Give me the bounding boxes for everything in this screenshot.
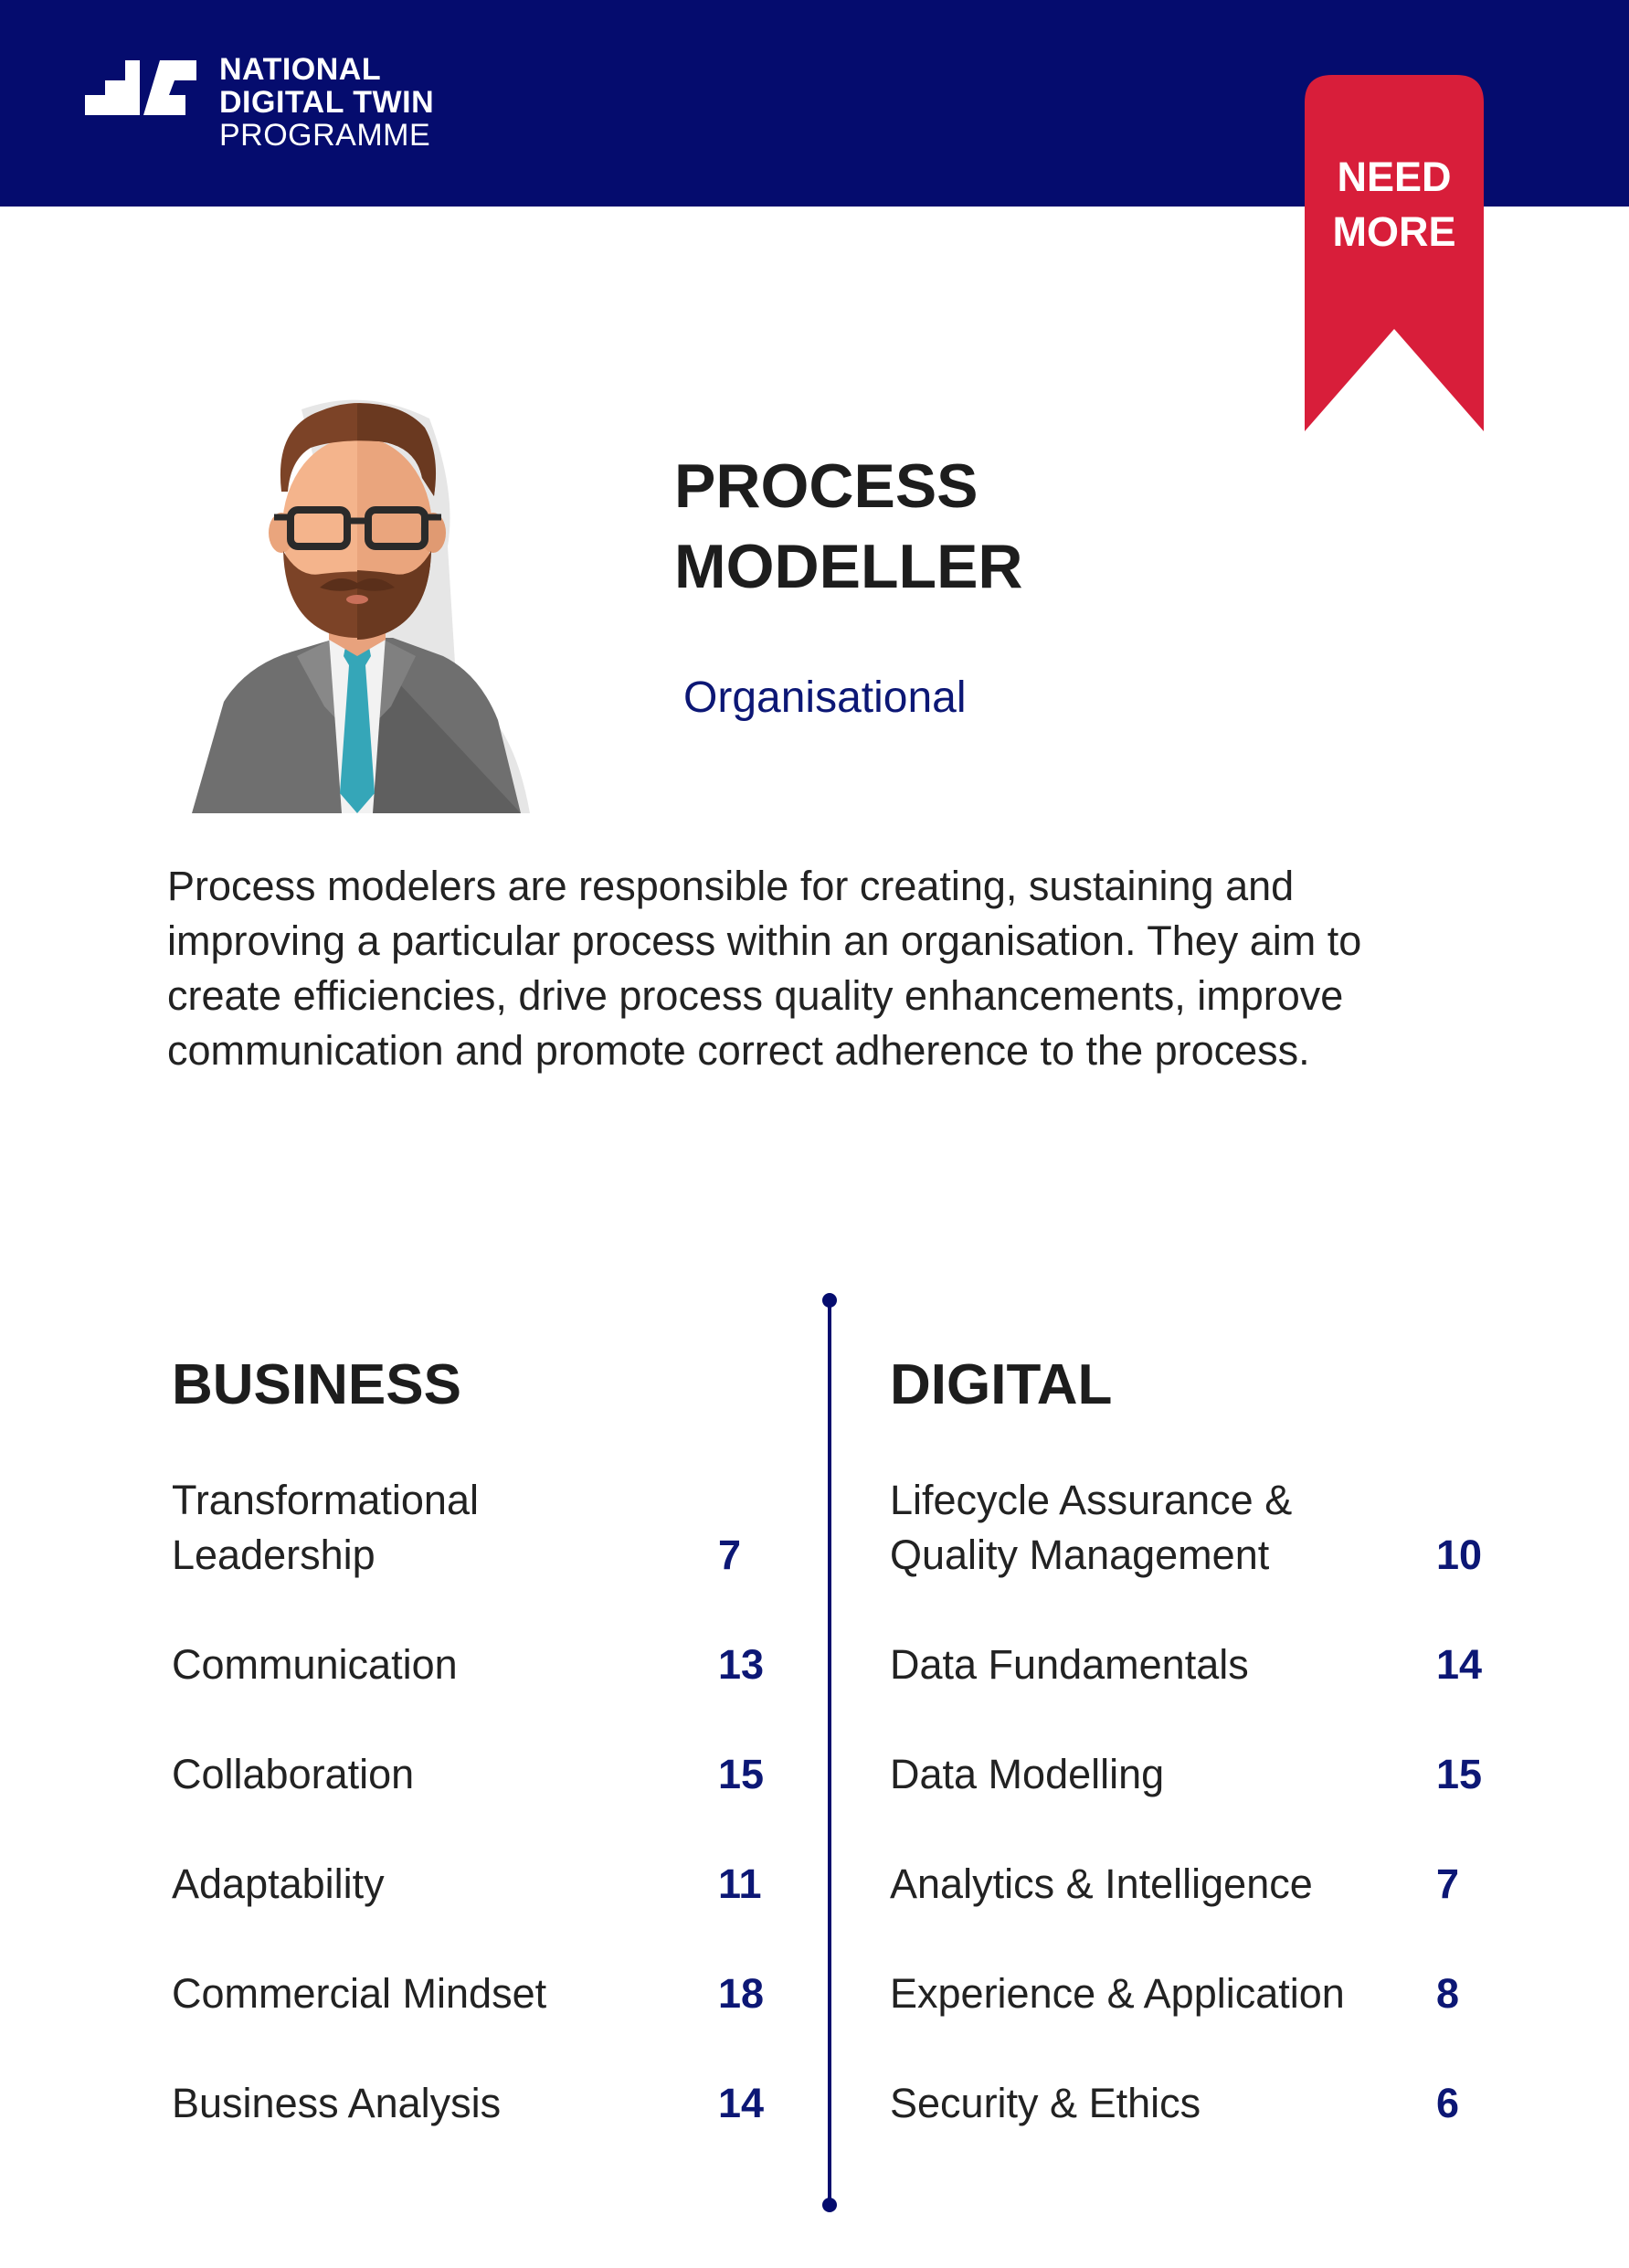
business-skill-name: Business Analysis xyxy=(172,2080,502,2126)
logo-line-3: PROGRAMME xyxy=(219,118,431,153)
business-skill-name: Communication xyxy=(172,1641,458,1688)
digital-skill-score: 8 xyxy=(1436,1970,1460,2017)
businessman-avatar-icon xyxy=(183,391,530,813)
business-skill-score: 7 xyxy=(718,1531,742,1578)
logo-line-1: NATIONAL xyxy=(219,52,382,87)
business-skill-score: 14 xyxy=(718,2080,765,2126)
business-skill-name: Commercial Mindset xyxy=(172,1970,547,2017)
business-skill-score: 15 xyxy=(718,1751,765,1797)
role-description: Process modelers are responsible for creating, sustaining and improving a particular process within an organisation. They aim to create efficiencies, drive process quality enhancements, improve communication and promote correct adherence to the process. xyxy=(167,863,1362,1074)
digital-skill-name: Data Modelling xyxy=(890,1751,1165,1797)
need-more-line-1: NEED xyxy=(1337,154,1452,200)
digital-skill-name: Security & Ethics xyxy=(890,2080,1201,2126)
business-skill-score: 11 xyxy=(718,1860,762,1907)
need-more-line-2: MORE xyxy=(1332,208,1456,255)
digital-skill-name: Data Fundamentals xyxy=(890,1641,1249,1688)
skill-name-line-2: Leadership xyxy=(172,1531,376,1578)
page-title xyxy=(674,446,1023,607)
skill-name-line-2: Quality Management xyxy=(890,1531,1270,1578)
business-skill-score: 13 xyxy=(718,1641,765,1688)
logo-line-2: DIGITAL TWIN xyxy=(219,85,435,120)
business-skill-name: Adaptability xyxy=(172,1860,385,1907)
role-category: Organisational xyxy=(683,673,967,722)
title-line-1: PROCESS xyxy=(674,451,978,521)
digital-skill-score: 15 xyxy=(1436,1751,1483,1797)
business-skill-name xyxy=(172,1473,479,1583)
title-line-2: MODELLER xyxy=(674,532,1023,601)
business-skill-score: 18 xyxy=(718,1970,765,2017)
business-skill-name: Collaboration xyxy=(172,1751,415,1797)
digital-skill-name: Experience & Application xyxy=(890,1970,1345,2017)
need-more-label[interactable] xyxy=(1305,150,1484,260)
digital-skill-name: Analytics & Intelligence xyxy=(890,1860,1313,1907)
digital-skill-score: 10 xyxy=(1436,1531,1483,1578)
digital-skill-score: 14 xyxy=(1436,1641,1483,1688)
business-heading: BUSINESS xyxy=(172,1353,461,1416)
ndtp-logo-icon xyxy=(85,60,196,115)
digital-skill-score: 6 xyxy=(1436,2080,1460,2126)
digital-skill-name xyxy=(890,1473,1292,1583)
skill-name-line-1: Lifecycle Assurance & xyxy=(890,1477,1293,1523)
digital-heading: DIGITAL xyxy=(890,1353,1113,1416)
digital-skill-score: 7 xyxy=(1436,1860,1460,1907)
skill-name-line-1: Transformational xyxy=(172,1477,479,1523)
logo-wordmark[interactable] xyxy=(219,53,434,152)
column-divider xyxy=(820,1291,839,2214)
